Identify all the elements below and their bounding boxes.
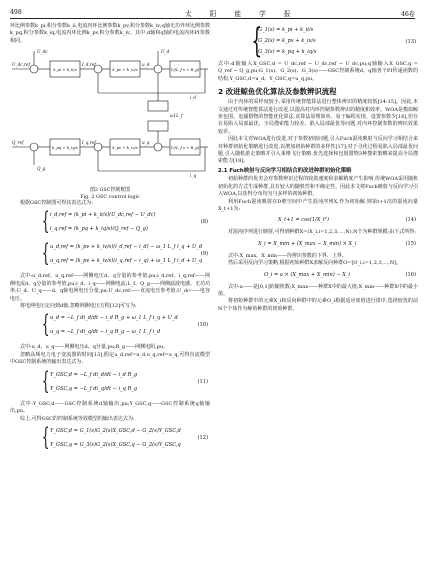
equation-12-line-2: Y_GSC,q = G_3(s)G_2(s)X_GSC,q − G_2(s)Y_GSC,q xyxy=(50,441,181,448)
equation-10-line-2: u_q = −L_f di_q/dt − i_q R_g − ω_1 L_f i_d xyxy=(50,329,161,336)
equation-9-line-2: u_q,ref = (k_pv + k_iv/s)(i_q,ref − i_q) + ω_1 L_f i_d + U_q xyxy=(50,258,203,265)
rg-paragraph: 式中:u_d、u_q——网侧电压d、q分量,pu;R_g——网侧电阻,pu。 xyxy=(20,344,169,351)
subsection-2-1-title: 2.1 Fuch映射与反向学习相结合的改进种群初始化策略 xyxy=(218,167,352,174)
equation-13-line-1: G_1(s) = k_pi + k_ii/s xyxy=(258,27,314,33)
label-ud: u_d xyxy=(142,62,150,68)
section-2-title: 2 改进鲸鱼优化算法及参数辨识流程 xyxy=(218,87,337,97)
equation-brace: { xyxy=(41,310,50,339)
label-udc: U_dc xyxy=(37,49,48,55)
label-id: i_d xyxy=(190,95,197,101)
label-iq: i_q xyxy=(190,173,197,179)
equation-14-body: X_t+1 = cos(1/X_t²) xyxy=(278,217,329,224)
equation-14-number: (14) xyxy=(405,217,416,224)
equation-9 xyxy=(10,241,210,271)
block-q-pi: k_pq + k_iq/s xyxy=(52,145,78,151)
equation-12-number: (12) xyxy=(197,434,208,441)
equation-8-number: (8) xyxy=(200,219,208,226)
equation-11-line-1: Y_GSC,d = −L_f di_d/dt − i_d R_g xyxy=(50,371,138,378)
bound-paragraph: 式中:X_max、X_min——待辨识参数的下界、上界。 xyxy=(228,252,347,259)
equation-12-line-1: Y_GSC,d = G_1(s)G_2(s)X_GSC,d − G_2(s)Y_GSC,d xyxy=(50,427,181,434)
label-Ud: U_d xyxy=(161,49,170,55)
block-q-current-pi: k_pv + k_iv/s xyxy=(112,145,138,151)
equation-brace: { xyxy=(41,207,50,236)
equation-9-line-1: u_d,ref = (k_pv + k_iv/s)(i_d,ref − i_d) − ω_1 L_f i_q + U_d xyxy=(50,244,203,251)
equation-9-number: (9) xyxy=(200,251,208,258)
opposite-paragraph: 然后采用反向学习策略,根据初始种群X求解反向种群O=[O_i,i=1,2,3,…,N]。 xyxy=(228,260,402,267)
right-column xyxy=(218,23,418,313)
section-2-paragraph-1: 由于内环的采样度较小,采用传统智能算法进行整体辨识的精度较低[14-15]。因此,本文通过对传统智能算法进行改进,以提高对内环控制参数辨识的精度和效率。WOA是模拟鲸鱼包围、追捕猎物的智能优化算法,该算法原理简单、易于编程实现、设置参数少[16],但存在易陷入局部最优、全局搜索能力较差、陷入局部最优等问题,对内环控制参数的辨识效果较差。 xyxy=(218,99,418,135)
fuch-paragraph: 利用Fuch混沌映射在D维空间中产生混沌序列X,作为初始解,则第t+1次的混沌向量X_t+1为: xyxy=(218,198,418,212)
equation-8-line-2: i_q,ref = (k_pq + k_iq/s)(Q_ref − Q_g) xyxy=(50,226,148,233)
block-d-current-pi: k_pv + k_iv/s xyxy=(112,67,138,73)
equation-13-number: (13) xyxy=(405,39,416,45)
label-qg: Q_g xyxy=(37,166,46,172)
where-paragraph: 式中:d轴输入X_GSC,d = U_dc,ref − U_dc,ref − U_dc,pu;q轴输入X_GSC,q = Q_ref − Q_g,pu;G_1(s)、G_2(s)、G_3(s)——GSC控制系统d、q轴各个PI传递函数的结构,Y_GSC,d=u_d、Y_GSC,q=u_q,pu。 xyxy=(218,61,418,82)
equation-16-number: (16) xyxy=(405,271,416,278)
figure-caption-en: Fig. 2 GSC control logic xyxy=(80,193,140,200)
equation-8 xyxy=(10,209,210,239)
gsc-control-figure xyxy=(10,47,210,187)
equation-13-line-3: G_3(s) = k_pq + k_iq/s xyxy=(258,49,317,55)
figure-caption-cn: 图2 GSC控制框图 xyxy=(89,187,131,194)
alpha-paragraph: 式中:a——是[0,1]的随机数;X_max——种群X中的最大值;X_min——种群X中的最小值。 xyxy=(218,283,418,297)
label-iq-ref: I_q,ref xyxy=(82,140,96,146)
volume: 46卷 xyxy=(400,11,415,18)
merge-paragraph: 将初始种群中的元素X_i和反向种群中的元素O_i根据适应度值进行排序,选择较优的前N个个体作为鲸鱼种群的初始种群。 xyxy=(218,298,418,312)
equation-10 xyxy=(10,312,210,342)
equation-10-line-1: u_d = −L_f di_d/dt − i_d R_g + ω_1 L_f i_q + U_d xyxy=(50,315,178,322)
equation-brace: { xyxy=(41,239,50,268)
gsc-block-diagram xyxy=(10,47,210,187)
label-uq: u_q xyxy=(142,140,150,146)
equation-12 xyxy=(10,422,210,455)
grid-paragraph: 将电网电压定向到d轴,忽略网侧电压方程[12]可写为: xyxy=(20,303,137,310)
equation-14 xyxy=(218,215,418,227)
equation-15 xyxy=(218,239,418,251)
equation-13 xyxy=(218,21,418,61)
total-paragraph: 综上,可得GSC的控制系统等效模型的输出表达式为: xyxy=(20,415,135,422)
label-w1lf: ω1L_f xyxy=(170,113,183,119)
equation-15-number: (15) xyxy=(405,240,416,247)
ygsc-paragraph: 式中:Y_GSC,d——GSC控制系统d轴输出,pu;Y_GSC,q——GSC控制系统q轴输出,pu。 xyxy=(10,400,210,415)
page-header xyxy=(10,7,415,19)
variables-paragraph: 式中:u_d,ref、u_q,ref——网侧电压d、q分量的参考值,pu;i_d,ref、i_q,ref——网侧电流d、q分量的参考值,pu;i_d、i_q——网侧电流;L_f、Q_g——网侧滤波电感、无功功率;U_d、U_q——d、q轴电网电压分量,pu;U_dc,ref——直流电压参考值;U_dc——电容电压。 xyxy=(10,273,210,302)
gsc-paragraph: 根据GSC控制图可得其表达式为: xyxy=(20,200,93,207)
equation-11 xyxy=(10,366,210,399)
equation-brace: { xyxy=(41,366,50,395)
equation-13-line-2: G_2(s) = k_pv + k_iv/s xyxy=(258,38,316,44)
label-id-ref: I_d,ref xyxy=(82,62,96,68)
equation-brace: { xyxy=(41,422,50,451)
section-2-paragraph-2: 因此本文对WOA进行改进,对于参数初值问题,引入Fuch混沌映射与反向学习相结合来对种群初始化策略进行改进,以增加初始种群的多样性[17];对于寻优过程易陷入局部最优问题,引入随机游走策略并引入莱维飞行策略,优先选择和包围猎物3种搜索策略来提高全局搜索能力[18]。 xyxy=(218,136,418,165)
equation-16 xyxy=(218,270,418,282)
left-column xyxy=(10,23,210,457)
block-d-plant: 1/(L_f s + R_g) xyxy=(170,67,200,73)
mirror-paragraph: 对混沌序列进行映射,可得到种群X=(X_i,i=1,2,3,…,N),N个为种群规模;由下式所得: xyxy=(228,229,416,236)
equation-10-number: (10) xyxy=(197,322,208,329)
label-qref: Q_ref xyxy=(12,140,24,146)
page-number: 498 xyxy=(10,9,22,16)
equation-11-line-2: Y_GSC,q = −L_f di_q/dt − i_q R_g xyxy=(50,385,138,392)
journal-title: 太 阳 能 学 报 xyxy=(185,10,299,18)
equation-16-body: O_i = a × (X_max + X_min) − X_i xyxy=(264,271,351,278)
intro-paragraph: 环比例参数k_pi,积分参数k_ii,电流内环比例参数k_pv,积分参数k_iv;q轴无功外环比例参数k_pq,积分参数k_iq,电流内环比例k_pv,积分参数k_iv。其中,d轴和q轴的电流内环PI参数相同。 xyxy=(10,23,210,44)
equation-15-body: X_i = X_min + (X_max − X_min) × X_i xyxy=(258,240,357,247)
equation-8-line-1: i_d,ref = (k_pi + k_ii/s)(U_dc,ref − U_dc) xyxy=(50,212,156,219)
subsection-2-1-paragraph: 初始种群的优劣会对参数辨识过程的收敛速度和求解精度产生影响,传统WOA采用随机初始化的方式生成种群,具有较大的随机性和不确定性。因此本文将Fuch映射与反向学习引入WOA,以获得分布均匀与多样的初始种群。 xyxy=(218,176,418,198)
equation-brace: { xyxy=(251,21,263,61)
block-dc-pi: k_pi + k_ii/s xyxy=(53,67,77,73)
label-udc-ref: U_dc,ref xyxy=(12,62,31,68)
ignore-paragraph: 忽略高频电力电子变流器的时间[13],假定u_d,ref=u_d,u_q,ref=u_q,可得直流模型中GSC控制系统的输出表达式为: xyxy=(10,351,210,366)
block-q-plant: 1/(L_f s + R_g) xyxy=(170,145,200,151)
equation-11-number: (11) xyxy=(197,378,208,385)
